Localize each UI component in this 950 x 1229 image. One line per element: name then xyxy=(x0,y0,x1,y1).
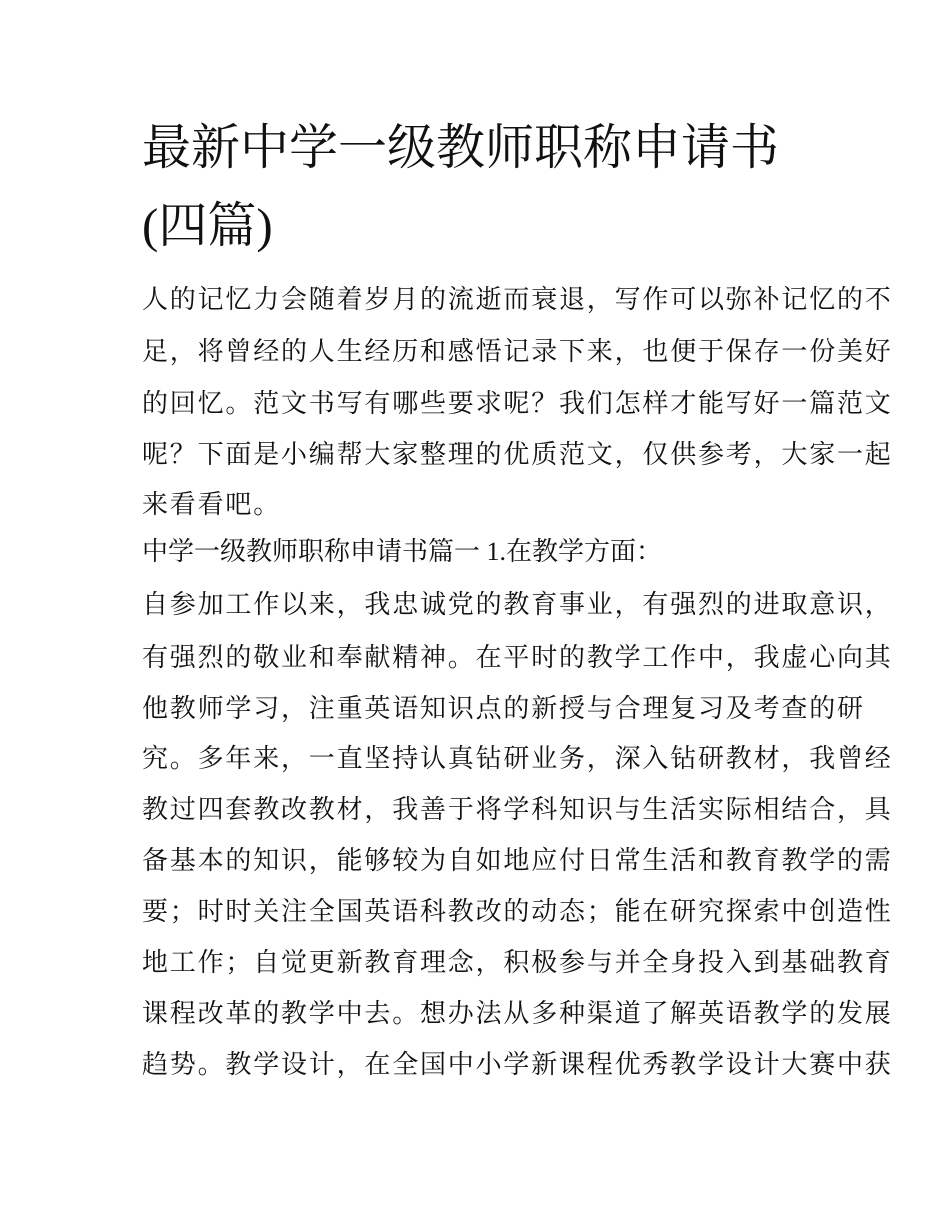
intro-line: 足，将曾经的人生经历和感悟记录下来，也便于保存一份美好 xyxy=(142,337,893,366)
document-title-line-2: (四篇) xyxy=(142,198,273,253)
body-line: 究。多年来，一直坚持认真钻研业务，深入钻研教材，我曾经 xyxy=(142,744,893,773)
body-line: 有强烈的敬业和奉献精神。在平时的教学工作中，我虚心向其 xyxy=(142,643,893,672)
body-line: 他教师学习，注重英语知识点的新授与合理复习及考查的研 xyxy=(142,694,865,723)
intro-line: 呢？下面是小编帮大家整理的优质范文，仅供参考，大家一起 xyxy=(142,440,893,469)
intro-line: 来看看吧。 xyxy=(142,490,282,519)
body-line: 趋势。教学设计，在全国中小学新课程优秀教学设计大赛中获 xyxy=(142,1050,893,1079)
body-line: 地工作；自觉更新教育理念，积极参与并全身投入到基础教育 xyxy=(142,948,893,977)
intro-line: 人的记忆力会随着岁月的流逝而衰退，写作可以弥补记忆的不 xyxy=(142,285,893,314)
body-line: 课程改革的教学中去。想办法从多种渠道了解英语教学的发展 xyxy=(142,999,893,1028)
body-line: 自参加工作以来，我忠诚党的教育事业，有强烈的进取意识， xyxy=(142,590,893,619)
body-line: 要；时时关注全国英语科教改的动态；能在研究探索中创造性 xyxy=(142,897,893,926)
document-title-line-1: 最新中学一级教师职称申请书 xyxy=(142,120,780,175)
body-line: 教过四套教改教材，我善于将学科知识与生活实际相结合，具 xyxy=(142,795,893,824)
intro-line: 的回忆。范文书写有哪些要求呢？我们怎样才能写好一篇范文 xyxy=(142,389,893,418)
section-heading: 中学一级教师职称申请书篇一 1.在教学方面： xyxy=(142,537,663,566)
body-line: 备基本的知识，能够较为自如地应付日常生活和教育教学的需 xyxy=(142,846,893,875)
